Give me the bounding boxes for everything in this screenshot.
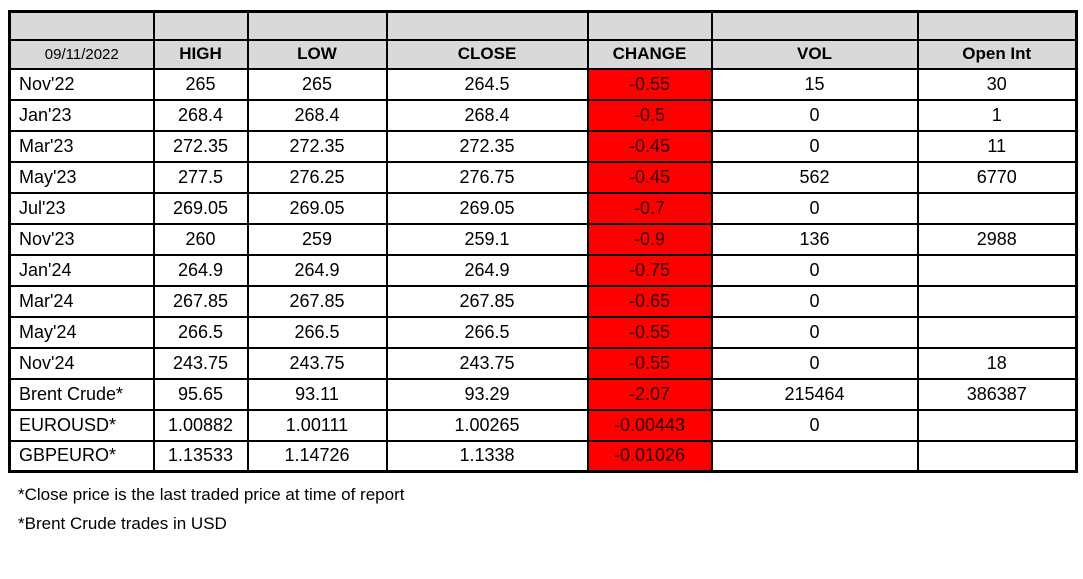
high-value: 264.9	[154, 255, 248, 286]
low-value: 269.05	[248, 193, 387, 224]
open-int-value: 6770	[918, 162, 1077, 193]
low-value: 264.9	[248, 255, 387, 286]
open-int-value: 2988	[918, 224, 1077, 255]
empty-header-cell	[154, 12, 248, 40]
report-date: 09/11/2022	[10, 40, 154, 69]
change-value: -0.45	[588, 162, 712, 193]
high-value: 265	[154, 69, 248, 100]
open-int-value	[918, 441, 1077, 472]
table-row	[10, 317, 1077, 348]
open-int-value: 18	[918, 348, 1077, 379]
change-value: -0.01026	[588, 441, 712, 472]
vol-value: 15	[712, 69, 918, 100]
high-value: 243.75	[154, 348, 248, 379]
close-value: 266.5	[387, 317, 588, 348]
table-row	[10, 348, 1077, 379]
low-value: 266.5	[248, 317, 387, 348]
futures-price-table	[8, 10, 1078, 473]
empty-header-cell	[10, 12, 154, 40]
table-row	[10, 379, 1077, 410]
contract-label: GBPEURO*	[10, 441, 154, 472]
change-value: -0.7	[588, 193, 712, 224]
high-value: 267.85	[154, 286, 248, 317]
contract-label: May'24	[10, 317, 154, 348]
low-value: 243.75	[248, 348, 387, 379]
open-int-value: 11	[918, 131, 1077, 162]
empty-header-cell	[248, 12, 387, 40]
change-value: -0.45	[588, 131, 712, 162]
close-value: 272.35	[387, 131, 588, 162]
contract-label: Nov'22	[10, 69, 154, 100]
close-value: 264.5	[387, 69, 588, 100]
vol-value: 0	[712, 100, 918, 131]
high-value: 268.4	[154, 100, 248, 131]
vol-value	[712, 441, 918, 472]
vol-value: 0	[712, 286, 918, 317]
low-value: 1.00111	[248, 410, 387, 441]
close-value: 269.05	[387, 193, 588, 224]
contract-label: Mar'23	[10, 131, 154, 162]
close-value: 259.1	[387, 224, 588, 255]
low-value: 267.85	[248, 286, 387, 317]
change-value: -0.55	[588, 69, 712, 100]
open-int-value: 30	[918, 69, 1077, 100]
vol-value: 215464	[712, 379, 918, 410]
empty-header-cell	[712, 12, 918, 40]
high-value: 1.13533	[154, 441, 248, 472]
low-value: 1.14726	[248, 441, 387, 472]
column-header-vol: VOL	[712, 40, 918, 69]
low-value: 259	[248, 224, 387, 255]
contract-label: Jul'23	[10, 193, 154, 224]
low-value: 93.11	[248, 379, 387, 410]
table-body	[10, 69, 1077, 472]
close-value: 243.75	[387, 348, 588, 379]
table-row	[10, 100, 1077, 131]
close-value: 93.29	[387, 379, 588, 410]
table-row	[10, 286, 1077, 317]
contract-label: EUROUSD*	[10, 410, 154, 441]
vol-value: 0	[712, 410, 918, 441]
table-row	[10, 193, 1077, 224]
footnote-brent-usd: *Brent Crude trades in USD	[18, 514, 227, 533]
vol-value: 0	[712, 193, 918, 224]
column-header-close: CLOSE	[387, 40, 588, 69]
change-value: -0.5	[588, 100, 712, 131]
high-value: 95.65	[154, 379, 248, 410]
empty-header-cell	[588, 12, 712, 40]
table-top-spacer-row	[10, 12, 1077, 40]
high-value: 260	[154, 224, 248, 255]
contract-label: Nov'23	[10, 224, 154, 255]
table-row	[10, 255, 1077, 286]
vol-value: 0	[712, 131, 918, 162]
open-int-value: 1	[918, 100, 1077, 131]
close-value: 276.75	[387, 162, 588, 193]
close-value: 264.9	[387, 255, 588, 286]
close-value: 1.1338	[387, 441, 588, 472]
vol-value: 0	[712, 317, 918, 348]
high-value: 1.00882	[154, 410, 248, 441]
close-value: 267.85	[387, 286, 588, 317]
table-row	[10, 224, 1077, 255]
high-value: 277.5	[154, 162, 248, 193]
vol-value: 136	[712, 224, 918, 255]
table-row	[10, 410, 1077, 441]
column-header-change: CHANGE	[588, 40, 712, 69]
vol-value: 0	[712, 348, 918, 379]
low-value: 276.25	[248, 162, 387, 193]
contract-label: Jan'23	[10, 100, 154, 131]
open-int-value: 386387	[918, 379, 1077, 410]
open-int-value	[918, 410, 1077, 441]
change-value: -2.07	[588, 379, 712, 410]
close-value: 1.00265	[387, 410, 588, 441]
column-header-open-int: Open Int	[918, 40, 1077, 69]
low-value: 272.35	[248, 131, 387, 162]
high-value: 266.5	[154, 317, 248, 348]
change-value: -0.55	[588, 317, 712, 348]
close-value: 268.4	[387, 100, 588, 131]
column-header-low: LOW	[248, 40, 387, 69]
footnote-close-price: *Close price is the last traded price at time of report	[18, 485, 405, 504]
empty-header-cell	[387, 12, 588, 40]
low-value: 268.4	[248, 100, 387, 131]
table-row	[10, 131, 1077, 162]
change-value: -0.00443	[588, 410, 712, 441]
change-value: -0.65	[588, 286, 712, 317]
footnotes	[8, 480, 1083, 538]
contract-label: May'23	[10, 162, 154, 193]
vol-value: 0	[712, 255, 918, 286]
change-value: -0.55	[588, 348, 712, 379]
contract-label: Nov'24	[10, 348, 154, 379]
vol-value: 562	[712, 162, 918, 193]
table-row	[10, 69, 1077, 100]
open-int-value	[918, 193, 1077, 224]
open-int-value	[918, 255, 1077, 286]
high-value: 272.35	[154, 131, 248, 162]
change-value: -0.9	[588, 224, 712, 255]
low-value: 265	[248, 69, 387, 100]
table-row	[10, 441, 1077, 472]
contract-label: Mar'24	[10, 286, 154, 317]
change-value: -0.75	[588, 255, 712, 286]
contract-label: Brent Crude*	[10, 379, 154, 410]
contract-label: Jan'24	[10, 255, 154, 286]
column-header-high: HIGH	[154, 40, 248, 69]
table-header-row	[10, 40, 1077, 69]
empty-header-cell	[918, 12, 1077, 40]
open-int-value	[918, 286, 1077, 317]
high-value: 269.05	[154, 193, 248, 224]
open-int-value	[918, 317, 1077, 348]
table-row	[10, 162, 1077, 193]
